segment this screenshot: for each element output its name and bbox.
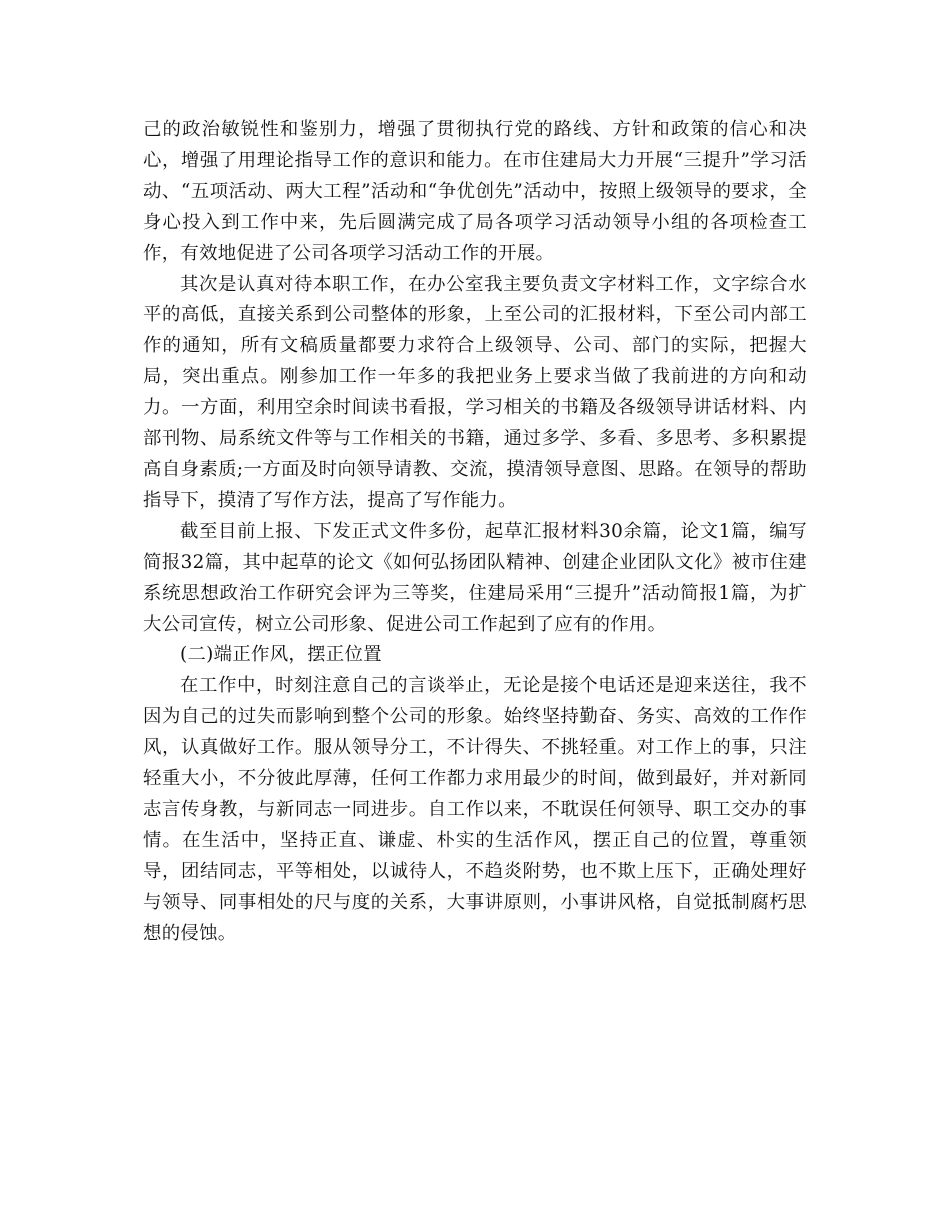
paragraph-1: 己的政治敏锐性和鉴别力，增强了贯彻执行党的路线、方针和政策的信心和决心，增强了用理论指导工作的意识和能力。在市住建局大力开展“三提升”学习活动、“五项活动、两大工程”活动和“争优创先”活动中，按照上级领导的要求，全身心投入到工作中来，先后圆满完成了局各项学习活动领导小组的各项检查工作，有效地促进了公司各项学习活动工作的开展。 bbox=[143, 119, 807, 264]
paragraph-3: 截至目前上报、下发正式文件多份，起草汇报材料30余篇，论文1篇，编写简报32篇，其中起草的论文《如何弘扬团队精神、创建企业团队文化》被市住建系统思想政治工作研究会评为三等奖，住建局采用“三提升”活动简报1篇，为扩大公司宣传，树立公司形象、促进公司工作起到了应有的作用。 bbox=[143, 520, 807, 635]
paragraph-4: 在工作中，时刻注意自己的言谈举止，无论是接个电话还是迎来送往，我不因为自己的过失而影响到整个公司的形象。始终坚持勤奋、务实、高效的工作作风，认真做好工作。服从领导分工，不计得失、不挑轻重。对工作上的事，只注轻重大小，不分彼此厚薄，任何工作都力求用最少的时间，做到最好，并对新同志言传身教，与新同志一同进步。自工作以来，不耽误任何领导、职工交办的事情。在生活中，坚持正直、谦虚、朴实的生活作风，摆正自己的位置，尊重领导，团结同志，平等相处，以诚待人，不趋炎附势，也不欺上压下，正确处理好与领导、同事相处的尺与度的关系，大事讲原则，小事讲风格，自觉抵制腐朽思想的侵蚀。 bbox=[143, 675, 807, 944]
paragraph-2: 其次是认真对待本职工作，在办公室我主要负责文字材料工作，文字综合水平的高低，直接关系到公司整体的形象，上至公司的汇报材料，下至公司内部工作的通知，所有文稿质量都要力求符合上级领导、公司、部门的实际，把握大局，突出重点。刚参加工作一年多的我把业务上要求当做了我前进的方向和动力。一方面，利用空余时间读书看报，学习相关的书籍及各级领导讲话材料、内部刊物、局系统文件等与工作相关的书籍，通过多学、多看、多思考、多积累提高自身素质;一方面及时向领导请教、交流，摸清领导意图、思路。在领导的帮助指导下，摸清了写作方法，提高了写作能力。 bbox=[143, 273, 807, 511]
section-heading: (二)端正作风，摆正位置 bbox=[180, 644, 382, 666]
document-body bbox=[143, 115, 807, 949]
